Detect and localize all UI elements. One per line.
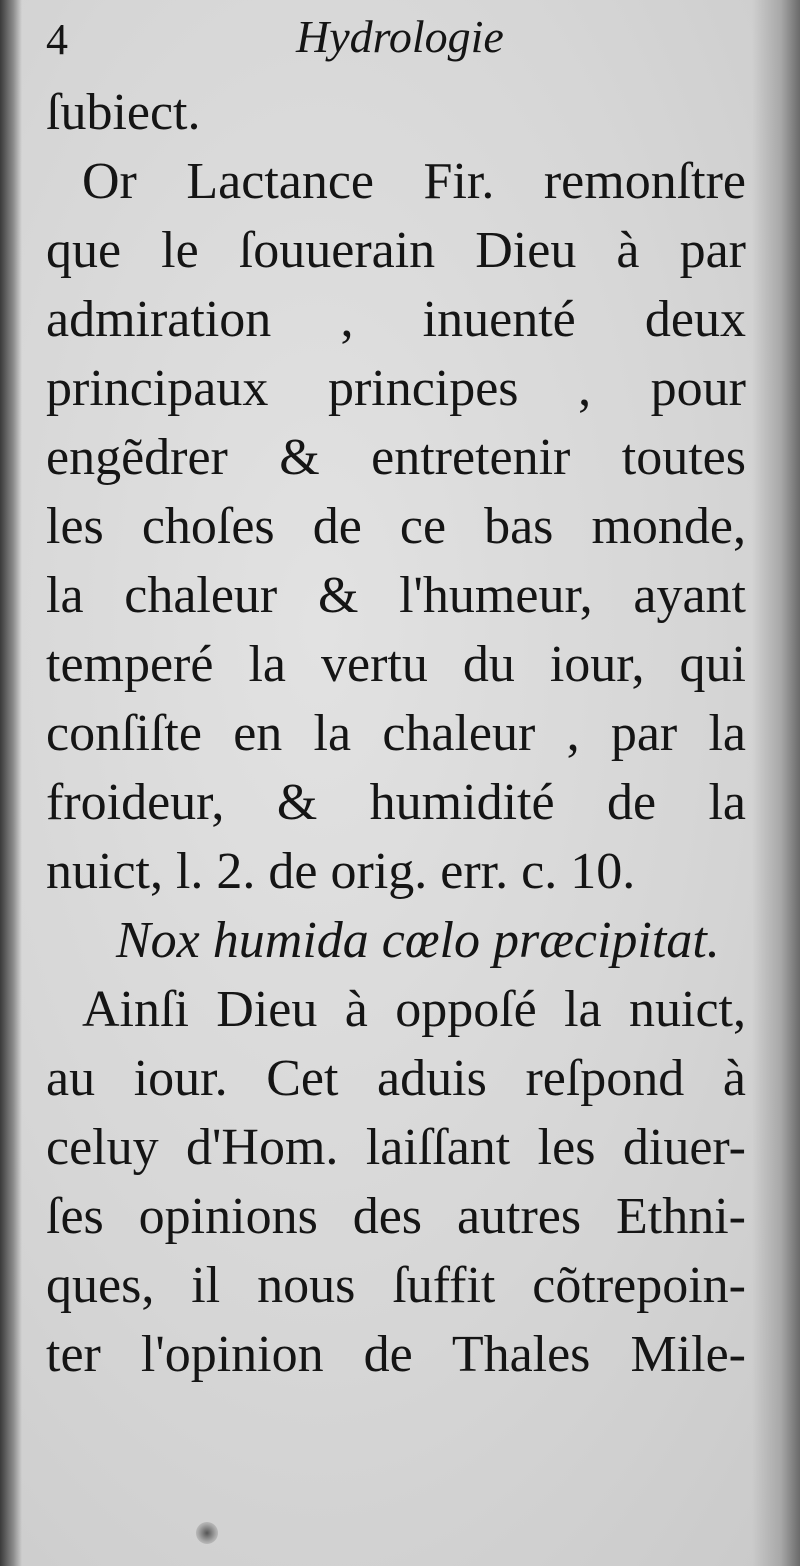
text-line: que le ſouuerain Dieu à par xyxy=(46,222,746,279)
text-line: temperé la vertu du iour, qui xyxy=(46,636,746,693)
text-line: les choſes de ce bas monde, xyxy=(46,498,746,555)
text-line: admiration , inuenté deux xyxy=(46,291,746,348)
text-line: principaux principes , pour xyxy=(46,360,746,417)
text-line: la chaleur & l'humeur, ayant xyxy=(46,567,746,624)
text-line: ſes opinions des autres Ethni- xyxy=(46,1188,746,1245)
running-title: Hydrologie xyxy=(296,11,504,62)
text-line: engẽdrer & entretenir toutes xyxy=(46,429,746,486)
page-header xyxy=(46,10,746,80)
text-line: Or Lactance Fir. remonſtre xyxy=(82,153,746,210)
text-line: conſiſte en la chaleur , par la xyxy=(46,705,746,762)
text-line: au iour. Cet aduis reſpond à xyxy=(46,1050,746,1107)
text-line: ques, il nous ſuffit cõtrepoin- xyxy=(46,1257,746,1314)
text-line: ter l'opinion de Thales Mile- xyxy=(46,1326,746,1383)
latin-quotation: Nox humida cœlo præcipitat. xyxy=(116,912,720,969)
text-line: ſubiect. xyxy=(46,84,201,141)
text-line: Ainſi Dieu à oppoſé la nuict, xyxy=(82,981,746,1038)
text-line: celuy d'Hom. laiſſant les diuer- xyxy=(46,1119,746,1176)
text-line-citation: nuict, l. 2. de orig. err. c. 10. xyxy=(46,843,636,900)
body-text xyxy=(46,78,746,1389)
page-number: 4 xyxy=(46,15,68,64)
ink-spot xyxy=(196,1522,218,1544)
text-line: froideur, & humidité de la xyxy=(46,774,746,831)
